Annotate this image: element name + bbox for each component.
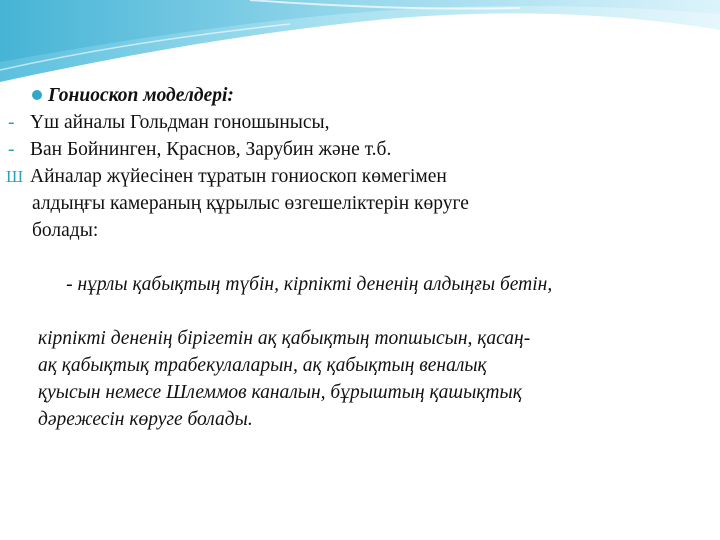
detail-line <box>6 352 696 379</box>
paragraph-line <box>6 190 696 217</box>
detail-text: ақ қабықтық трабекулаларын, ақ қабықтың веналық <box>38 355 487 376</box>
heading-line <box>6 82 696 109</box>
model-item <box>6 109 696 136</box>
bullet-dot-icon <box>32 90 42 100</box>
dash-marker: - <box>8 112 15 133</box>
detail-text: кірпікті дененің бірігетін ақ қабықтың топшысын, қасаң- <box>38 328 531 349</box>
dash-marker: - <box>8 139 15 160</box>
arrow-bullet-icon: Ш <box>6 167 24 186</box>
slide-heading: Гониоскоп моделдері: <box>48 85 234 106</box>
paragraph-text: болады: <box>32 220 99 241</box>
header-wave-decoration <box>0 0 720 90</box>
detail-text: қуысын немесе Шлеммов каналын, бұрыштың қашықтық <box>38 382 522 403</box>
detail-line <box>6 379 696 406</box>
paragraph-line <box>6 217 696 244</box>
paragraph-text: Айналар жүйесінен тұратын гониоскоп көмегімен <box>30 166 447 187</box>
detail-text: дәрежесін көруге болады. <box>38 409 253 430</box>
model-item-text: Ван Бойнинген, Краснов, Зарубин және т.б. <box>30 139 392 160</box>
slide-content <box>6 82 696 433</box>
detail-line <box>6 325 696 352</box>
detail-text: - нұрлы қабықтың түбін, кірпікті дененің алдыңғы бетін, <box>61 274 553 295</box>
paragraph-line <box>6 163 696 190</box>
detail-line <box>6 244 696 325</box>
detail-line <box>6 406 696 433</box>
model-item-text: Үш айналы Гольдман гоношынысы, <box>30 112 330 133</box>
model-item <box>6 136 696 163</box>
paragraph-text: алдыңғы камераның құрылыс өзгешеліктерін көруге <box>32 193 469 214</box>
